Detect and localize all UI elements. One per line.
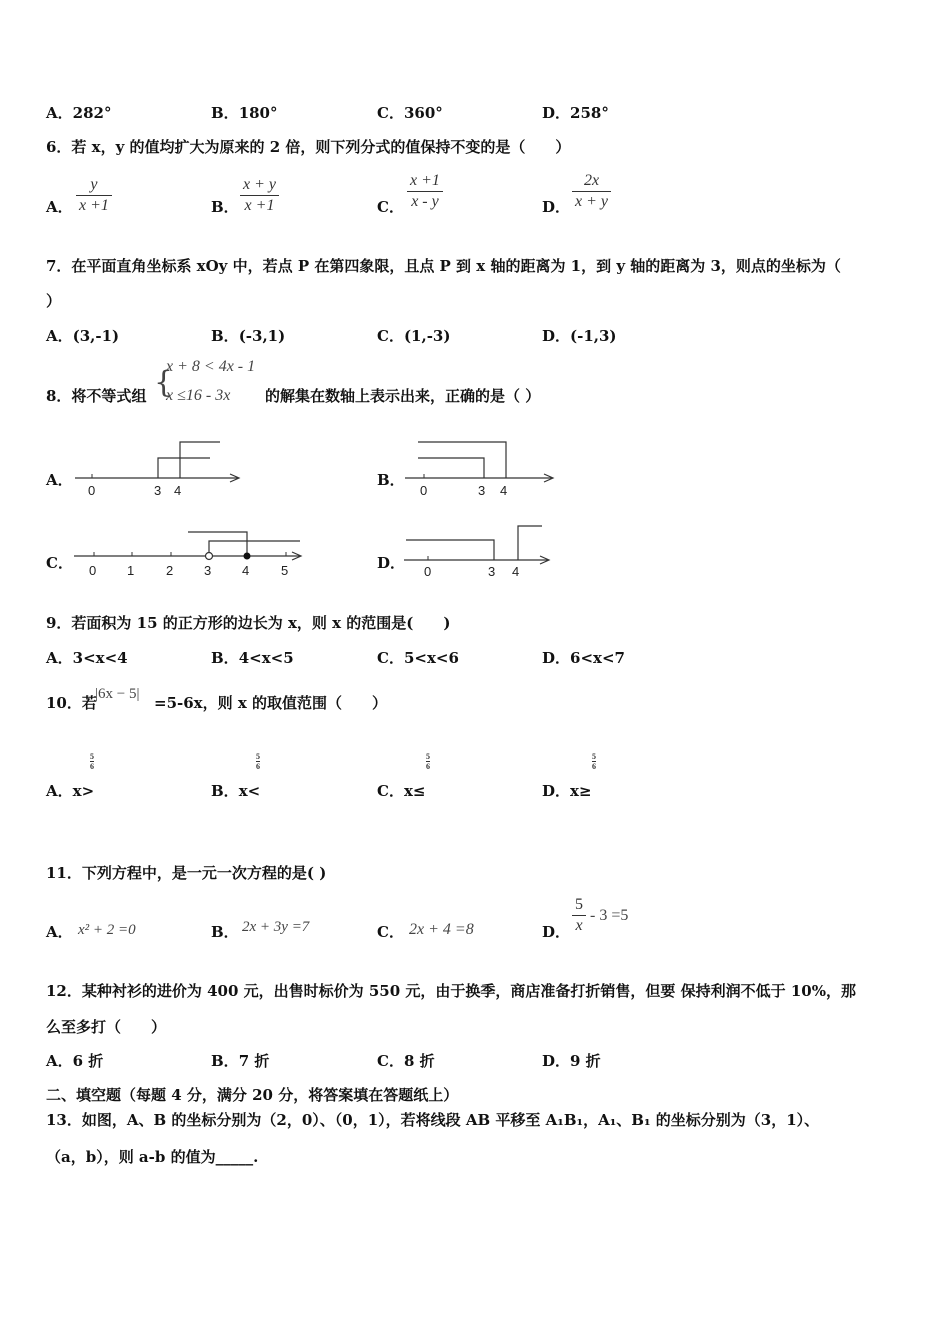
q5-option-d: D．258° (542, 104, 609, 122)
q11-stem: 11．下列方程中，是一元一次方程的是( ) (46, 864, 327, 882)
q11-option-b-label: B． (211, 923, 239, 941)
q11-option-d-label: D． (542, 923, 571, 941)
q11-option-c-label: C． (377, 923, 404, 941)
q8-option-d-number-line (400, 520, 560, 582)
q8-option-c-number-line (70, 524, 310, 582)
q10-stem-suffix: =5-6x，则 x 的取值范围（ ） (154, 694, 387, 712)
q8-option-c-label: C． (46, 554, 73, 572)
tick-label: 3 (154, 483, 162, 498)
q9-stem: 9．若面积为 15 的正方形的边长为 x，则 x 的范围是( ) (46, 614, 451, 632)
q8-stem-prefix: 8．将不等式组 (46, 387, 147, 405)
q8-option-d-label: D． (377, 554, 406, 572)
q13-stem-line1: 13．如图，A、B 的坐标分别为（2，0）、（0，1），若将线段 AB 平移至 A₁B₁，A₁、B₁ 的坐标分别为（3，1）、 (46, 1111, 820, 1129)
q9-option-a: A．3<x<4 (46, 649, 128, 667)
tick-label: 0 (89, 563, 97, 578)
tick-label: 0 (88, 483, 96, 498)
q7-stem-line1: 7．在平面直角坐标系 xOy 中，若点 P 在第四象限，且点 P 到 x 轴的距离为 1，到 y 轴的距离为 3，则点的坐标为（ (46, 257, 841, 275)
q11-option-d-fraction: 5 x (572, 896, 586, 935)
q8-option-a-label: A． (46, 471, 73, 489)
q8-stem-suffix: 的解集在数轴上表示出来，正确的是（ ） (265, 387, 541, 405)
q6-stem: 6．若 x，y 的值均扩大为原来的 2 倍，则下列分式的值保持不变的是（ ） (46, 138, 571, 156)
tick-label: 5 (281, 563, 289, 578)
q10-stem-prefix: 10．若 (46, 694, 97, 712)
q6-option-a-label: A． (46, 198, 73, 216)
tick-label: 3 (478, 483, 486, 498)
q10-option-b-fraction: 5 6 (256, 752, 260, 771)
q12-option-d: D．9 折 (542, 1052, 601, 1070)
tick-label: 4 (174, 483, 182, 498)
q8-option-a-number-line (70, 436, 250, 500)
q10-option-b: B．x< (211, 782, 261, 800)
q8-option-b-number-line (400, 436, 560, 500)
section-heading: 二、填空题（每题 4 分，满分 20 分，将答案填在答题纸上） (46, 1086, 459, 1104)
system-brace: { (154, 365, 174, 400)
q10-option-c-fraction: 5 6 (426, 752, 430, 771)
q6-option-b-fraction: x + y x +1 (240, 176, 279, 215)
q5-option-c: C．360° (377, 104, 443, 122)
q10-option-a-fraction: 5 6 (90, 752, 94, 771)
q7-option-c: C．(1,-3) (377, 327, 451, 345)
q12-option-a: A．6 折 (46, 1052, 104, 1070)
q10-abs-expression: |6x − 5| (95, 686, 140, 702)
q10-option-d-fraction: 5 6 (592, 752, 596, 771)
q6-option-d-label: D． (542, 198, 571, 216)
q6-option-c-label: C． (377, 198, 404, 216)
tick-label: 3 (204, 563, 212, 578)
q11-option-b-equation: 2x + 3y =7 (242, 919, 310, 935)
q7-option-d: D．(-1,3) (542, 327, 617, 345)
tick-label: 1 (127, 563, 135, 578)
tick-label: 0 (420, 483, 428, 498)
q12-stem-line1: 12．某种衬衫的进价为 400 元，出售时标价为 550 元，由于换季，商店准备打折销售，但要 保持利润不低于 10%，那 (46, 982, 856, 1000)
q10-option-c: C．x≤ (377, 782, 426, 800)
tick-label: 0 (424, 564, 432, 579)
q11-option-a-equation: x² + 2 =0 (78, 922, 136, 938)
q11-option-d-rest: - 3 =5 (590, 907, 629, 924)
q11-option-a-label: A． (46, 923, 73, 941)
tick-label: 4 (512, 564, 520, 579)
q6-option-b-label: B． (211, 198, 239, 216)
q6-option-d-fraction: 2x x + y (572, 172, 611, 211)
q8-system-line1: x + 8 < 4x - 1 (166, 358, 256, 375)
tick-label: 4 (242, 563, 250, 578)
q5-option-b: B．180° (211, 104, 278, 122)
q7-stem-line2: ） (46, 292, 62, 310)
q12-stem-line2: 么至多打（ ） (46, 1018, 167, 1036)
q8-system-line2: x ≤16 - 3x (166, 387, 231, 404)
q12-option-c: C．8 折 (377, 1052, 435, 1070)
tick-label: 3 (488, 564, 496, 579)
q6-option-c-fraction: x +1 x - y (407, 172, 443, 211)
q11-option-c-equation: 2x + 4 =8 (409, 921, 474, 938)
q6-option-a-fraction: y x +1 (76, 176, 112, 215)
tick-label: 2 (166, 563, 174, 578)
tick-label: 4 (500, 483, 508, 498)
q10-option-d: D．x≥ (542, 782, 592, 800)
q9-option-d: D．6<x<7 (542, 649, 625, 667)
q12-option-b: B．7 折 (211, 1052, 270, 1070)
q9-option-c: C．5<x<6 (377, 649, 459, 667)
q7-option-b: B．(-3,1) (211, 327, 286, 345)
q13-stem-line2: （a，b），则 a-b 的值为_____. (46, 1148, 259, 1166)
q5-option-a: A．282° (46, 104, 112, 122)
q10-option-a: A．x> (46, 782, 95, 800)
q9-option-b: B．4<x<5 (211, 649, 294, 667)
q8-option-b-label: B． (377, 471, 405, 489)
q7-option-a: A．(3,-1) (46, 327, 120, 345)
